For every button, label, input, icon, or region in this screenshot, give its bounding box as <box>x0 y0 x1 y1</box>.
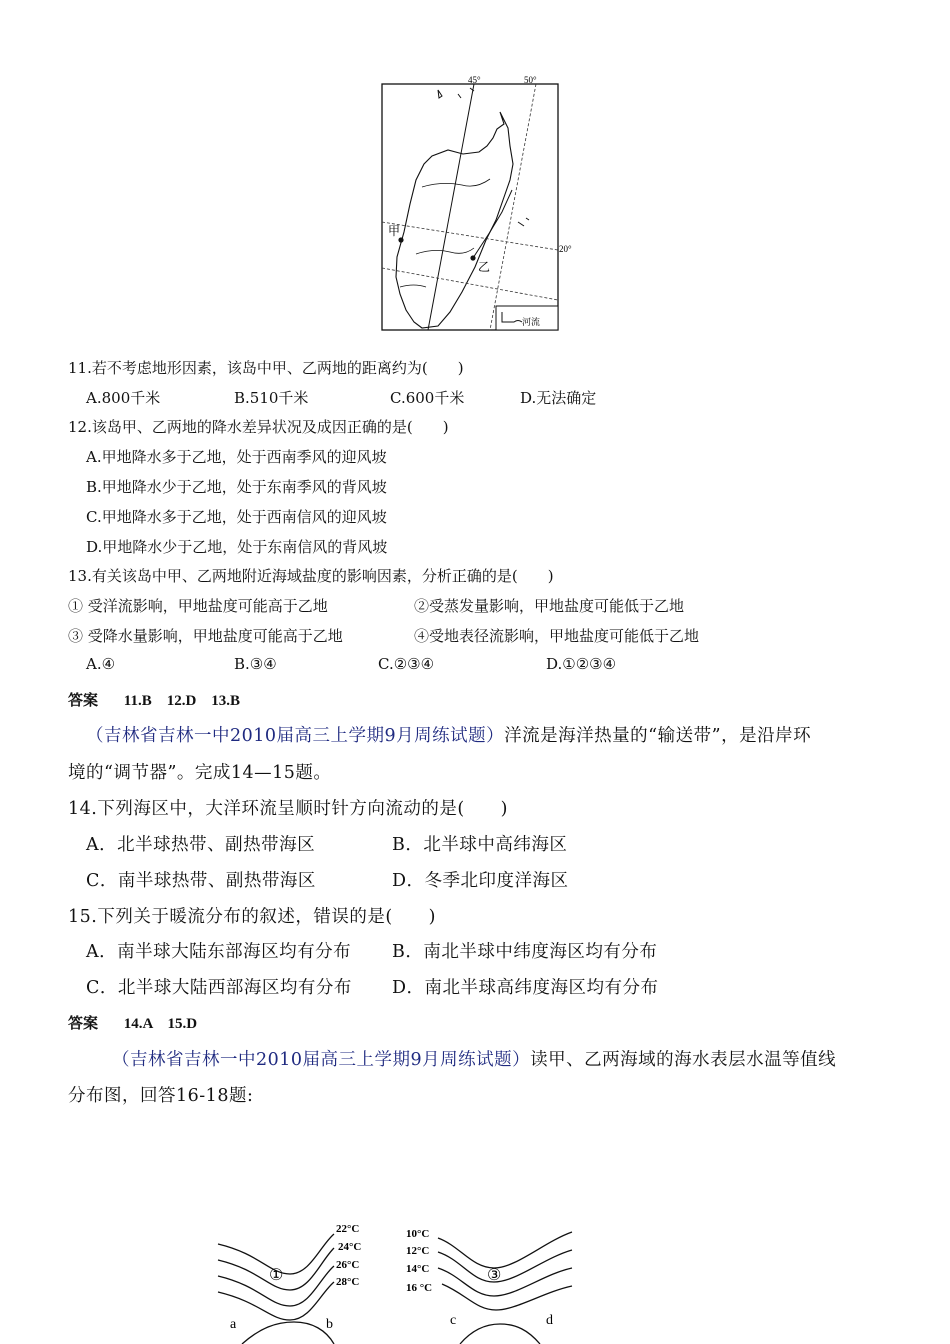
q12-option-d: D.甲地降水少于乙地，处于东南信风的背风坡 <box>86 538 388 556</box>
parallel-20 <box>382 222 558 250</box>
answer-label: 答案 <box>68 1016 99 1032</box>
point-jia-label: 甲 <box>388 224 401 238</box>
answer-1 <box>68 689 240 710</box>
intro-1-text: 洋流是海洋热量的“输送带”，是沿岸环 <box>504 726 812 746</box>
isotherm-label: 28°C <box>336 1276 360 1288</box>
isotherm-line <box>442 1284 572 1310</box>
q13-statement-4: ④受地表径流影响，甲地盐度可能低于乙地 <box>414 627 700 645</box>
river <box>400 285 426 287</box>
isotherm-label: 24°C <box>338 1241 362 1253</box>
q14-stem: 14.下列海区中，大洋环流呈顺时针方向流动的是( ) <box>68 799 508 819</box>
intro-2-line-1 <box>112 1046 836 1071</box>
lon-label-50: 50° <box>524 75 537 85</box>
madagascar-map-figure <box>370 72 585 334</box>
land-outline <box>460 1324 540 1344</box>
point-c-label: c <box>450 1313 457 1328</box>
meridian-50 <box>490 84 536 330</box>
point-b-label: b <box>326 1317 333 1332</box>
islet <box>438 88 474 98</box>
q14-option-c: C．南半球热带、副热带海区 <box>86 871 316 891</box>
q11-stem: 11.若不考虑地形因素，该岛中甲、乙两地的距离约为( ) <box>68 359 464 377</box>
q11-option-c: C.600千米 <box>390 389 465 407</box>
intro-1-line-2: 境的“调节器”。完成14—15题。 <box>68 763 332 783</box>
q13-statement-3: ③ 受降水量影响，甲地盐度可能高于乙地 <box>68 627 343 645</box>
q15-stem: 15.下列关于暖流分布的叙述，错误的是( ) <box>68 907 436 927</box>
islet <box>518 218 529 226</box>
q15-option-a: A．南半球大陆东部海区均有分布 <box>86 942 352 962</box>
lat-label-20: 20° <box>559 244 572 254</box>
parallel-line <box>382 268 558 300</box>
intro-1-line-1 <box>86 722 811 747</box>
q13-option-c: C.②③④ <box>378 655 435 673</box>
intro-2-line-2: 分布图，回答16-18题: <box>68 1086 254 1106</box>
q13-option-d: D.①②③④ <box>546 655 617 673</box>
q15-option-d: D．南北半球高纬度海区均有分布 <box>392 978 659 998</box>
isotherm-label: 10°C <box>406 1228 430 1240</box>
q15-option-b: B．南北半球中纬度海区均有分布 <box>392 942 658 962</box>
q12-stem: 12.该岛甲、乙两地的降水差异状况及成因正确的是( ) <box>68 418 449 436</box>
q13-statement-2: ②受蒸发量影响，甲地盐度可能低于乙地 <box>414 597 685 615</box>
intro-2-source: （吉林省吉林一中2010届高三上学期9月周练试题） <box>112 1050 531 1070</box>
answer-label: 答案 <box>68 693 99 709</box>
answer-2 <box>68 1012 197 1033</box>
q13-stem: 13.有关该岛中甲、乙两地附近海域盐度的影响因素，分析正确的是( ) <box>68 567 554 585</box>
isotherm-label: 12°C <box>406 1245 430 1257</box>
isotherm-label: 26°C <box>336 1259 360 1271</box>
answer-text: 14.A 15.D <box>123 1016 198 1032</box>
answer-text: 11.B 12.D 13.B <box>123 693 241 709</box>
point-d-label: d <box>546 1313 553 1328</box>
map-frame <box>382 84 558 330</box>
q13-statement-1: ① 受洋流影响，甲地盐度可能高于乙地 <box>68 597 328 615</box>
isotherm-label: 16 °C <box>406 1282 433 1294</box>
q12-option-c: C.甲地降水多于乙地，处于西南信风的迎风坡 <box>86 508 387 526</box>
meridian-45 <box>428 84 474 330</box>
land-outline <box>242 1322 334 1344</box>
point-yi-label: 乙 <box>478 260 491 274</box>
legend-river-label: 河流 <box>522 317 541 327</box>
river <box>416 248 474 254</box>
q13-option-a: A.④ <box>86 655 116 673</box>
circle-label-1: ① <box>269 1267 284 1284</box>
point-yi-marker <box>470 255 475 260</box>
point-jia-marker <box>398 237 403 242</box>
q14-option-d: D．冬季北印度洋海区 <box>392 871 569 891</box>
q11-option-a: A.800千米 <box>86 389 161 407</box>
isotherm-label: 14°C <box>406 1263 430 1275</box>
q14-option-b: B．北半球中高纬海区 <box>392 835 568 855</box>
route-line <box>473 190 512 258</box>
q12-option-b: B.甲地降水少于乙地，处于东南季风的背风坡 <box>86 478 387 496</box>
q12-option-a: A.甲地降水多于乙地，处于西南季风的迎风坡 <box>86 448 387 466</box>
isotherm-figure <box>210 1216 590 1344</box>
q14-option-a: A．北半球热带、副热带海区 <box>86 835 316 855</box>
lon-label-45: 45° <box>468 75 481 85</box>
isotherm-label: 22°C <box>336 1223 360 1235</box>
q11-option-b: B.510千米 <box>234 389 309 407</box>
intro-1-source: （吉林省吉林一中2010届高三上学期9月周练试题） <box>86 726 505 746</box>
island-coastline <box>396 112 513 328</box>
q13-option-b: B.③④ <box>234 655 277 673</box>
q11-option-d: D.无法确定 <box>520 389 597 407</box>
q15-option-c: C．北半球大陆西部海区均有分布 <box>86 978 352 998</box>
circle-label-3: ③ <box>487 1267 502 1284</box>
point-a-label: a <box>230 1317 237 1332</box>
intro-2-text: 读甲、乙两海域的海水表层水温等值线 <box>530 1050 837 1070</box>
